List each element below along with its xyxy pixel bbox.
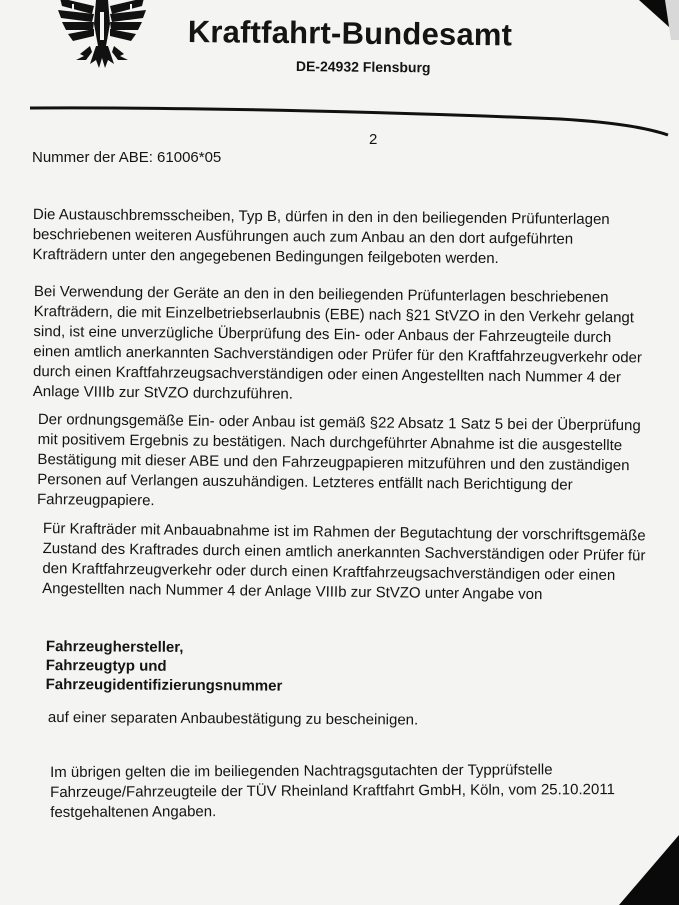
text-line: Im übrigen gelten die im beiliegenden Nachtragsgutachten der Typprüfstelle [50,761,553,781]
list-item: Fahrzeughersteller, [45,638,184,656]
abe-number: Nummer der ABE: 61006*05 [32,149,222,166]
scan-corner-shadow [609,0,679,40]
text-line: Bestätigung mit dieser ABE und den Fahrzeugpapieren mitzuführen und den zuständigen [37,450,630,475]
paragraph-tuev-report [50,760,679,823]
text-line: durch einen Kraftfahrzeugsachverständigen oder einen Angestellten nach Nummer 4 der [32,362,621,387]
scan-corner-shadow [619,835,679,905]
text-line: Krafträdern, die mit Einzelbetriebserlaubnis (EBE) nach §21 StVZO in den Verkehr gelangt [33,302,635,327]
vehicle-details-list [46,637,283,696]
text-line: Personen auf Verlangen auszuhändigen. Letzteres entfällt nach Berichtigung der [37,470,573,494]
text-line: Krafträdern unter den angegebenen Bedingungen feilgeboten werden. [32,245,499,268]
separate-confirmation-line: auf einer separaten Anbaubestätigung zu bescheinigen. [47,709,419,729]
header-divider [0,95,679,145]
text-line: Die Austauschbremsscheiben, Typ B, dürfen in den in den beiliegenden Prüfunterlagen [32,205,610,229]
text-line: mit positivem Ergebnis zu bestätigen. Nach durchgeführter Abnahme ist die ausgestellte [37,430,623,455]
paragraph-brake-discs [32,205,679,271]
text-line: Für Krafträder mit Anbauabnahme ist im Rahmen der Begutachtung der vorschriftsgemäße [42,519,646,545]
text-line: sind, ist eine unverzügliche Überprüfung des Ein- oder Anbaus der Fahrzeugteile durch [33,322,612,347]
text-line: Angestellten nach Nummer 4 der Anlage VIIIb zur StVZO unter Angabe von [42,579,543,604]
list-item: Fahrzeugtyp und [45,656,167,675]
text-line: einen amtlich anerkannten Sachverständigen oder Prüfer für den Kraftfahrzeugverkehr oder [33,342,643,367]
paragraph-ebe-inspection [33,282,679,409]
text-line: festgehaltenen Angaben. [50,803,217,821]
page-number: 2 [369,131,378,148]
agency-name: Kraftfahrt-Bundesamt [187,14,513,53]
federal-eagle-icon [52,0,152,74]
text-line: Bei Verwendung der Geräte an den in den beiliegenden Prüfunterlagen beschriebenen [33,282,609,307]
list-item: Fahrzeugidentifizierungsnummer [45,675,283,695]
paragraph-installation-confirmation [37,410,679,517]
paragraph-attachment-acceptance [42,519,679,607]
text-line: Anlage VIIIb zur StVZO durchzuführen. [32,382,294,403]
text-line: Fahrzeuge/Fahrzeugteile der TÜV Rheinland Kraftfahrt GmbH, Köln, vom 25.10.2011 [50,781,615,801]
text-line: den Kraftfahrzeugverkehr oder durch einen Kraftfahrzeugsachverständigen oder einen [42,559,616,584]
text-line: Der ordnungsgemäße Ein- oder Anbau ist gemäß §22 Absatz 1 Satz 5 bei der Überprüfung [37,410,641,435]
text-line: Zustand des Kraftrades durch einen amtlich anerkannten Sachverständigen oder Prüfer für [42,539,646,565]
agency-address: DE-24932 Flensburg [295,58,431,76]
text-line: Fahrzeugpapiere. [36,490,155,510]
text-line: beschriebenen weiteren Ausführungen auch zum Anbau an den dort aufgeführten [32,225,574,248]
